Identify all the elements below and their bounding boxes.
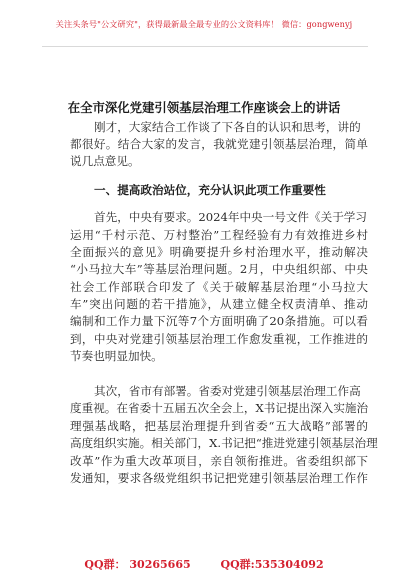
body-line: 首先，中央有要求。2024年中央一号文件《关于学习 bbox=[94, 210, 367, 224]
document-title: 在全市深化党建引领基层治理工作座谈会上的讲话 bbox=[67, 100, 341, 115]
body-line: 其次，省市有部署。省委对党建引领基层治理工作高 bbox=[94, 384, 361, 398]
body-line: 节奏也明显加快。 bbox=[70, 349, 163, 363]
footer-qq-group-1: QQ群： 30265665 bbox=[84, 558, 191, 571]
footer-contact bbox=[0, 556, 408, 572]
body-line: 说几点意见。 bbox=[70, 154, 140, 168]
section-heading: 一、提高政治站位，充分认识此项工作重要性 bbox=[94, 183, 326, 197]
body-line: 到，中央对党建引领基层治理工作愈发重视，工作推进的 bbox=[70, 332, 368, 346]
body-line: 发通知，要求各级党组织书记把党建引领基层治理工作作 bbox=[70, 471, 368, 485]
body-line: 高度组织实施。相关部门，X.书记把“推进党建引领基层治理 bbox=[70, 436, 378, 450]
header-divider bbox=[42, 46, 368, 47]
body-line: 改革”作为重大改革项目，亲自领衔推进。省委组织部下 bbox=[70, 454, 368, 468]
body-line: “小马拉大车”等基层治理问题。2月，中央组织部、中央 bbox=[70, 262, 368, 276]
header-note: 关注头条号"公文研究"，获得最新最全最专业的公文资料库！ 微信：gongwenyj bbox=[55, 19, 353, 29]
body-line: 刚才，大家结合工作谈了下各自的认识和思考，讲的 bbox=[94, 120, 361, 134]
footer-qq-group-2: QQ群:535304092 bbox=[220, 558, 324, 571]
body-line: 车”突出问题的若干措施》，从建立健全权责清单、推动 bbox=[70, 297, 368, 311]
body-line: 全面振兴的意见》明确要提升乡村治理水平，推动解决 bbox=[70, 245, 368, 259]
body-line: 社会工作部联合印发了《关于破解基层治理“小马拉大 bbox=[70, 280, 368, 294]
body-line: 理强基战略，把基层治理提升到省委“五大战略”部署的 bbox=[70, 419, 368, 433]
body-line: 运用“千村示范、万村整治”工程经验有力有效推进乡村 bbox=[70, 228, 368, 242]
body-line: 都很好。结合大家的发言，我就党建引领基层治理，简单 bbox=[70, 137, 368, 151]
body-line: 编制和工作力量下沉等7个方面明确了20条措施。可以看 bbox=[70, 314, 368, 328]
body-line: 度重视。在省委十五届五次全会上，X书记提出深入实施治 bbox=[70, 401, 369, 415]
